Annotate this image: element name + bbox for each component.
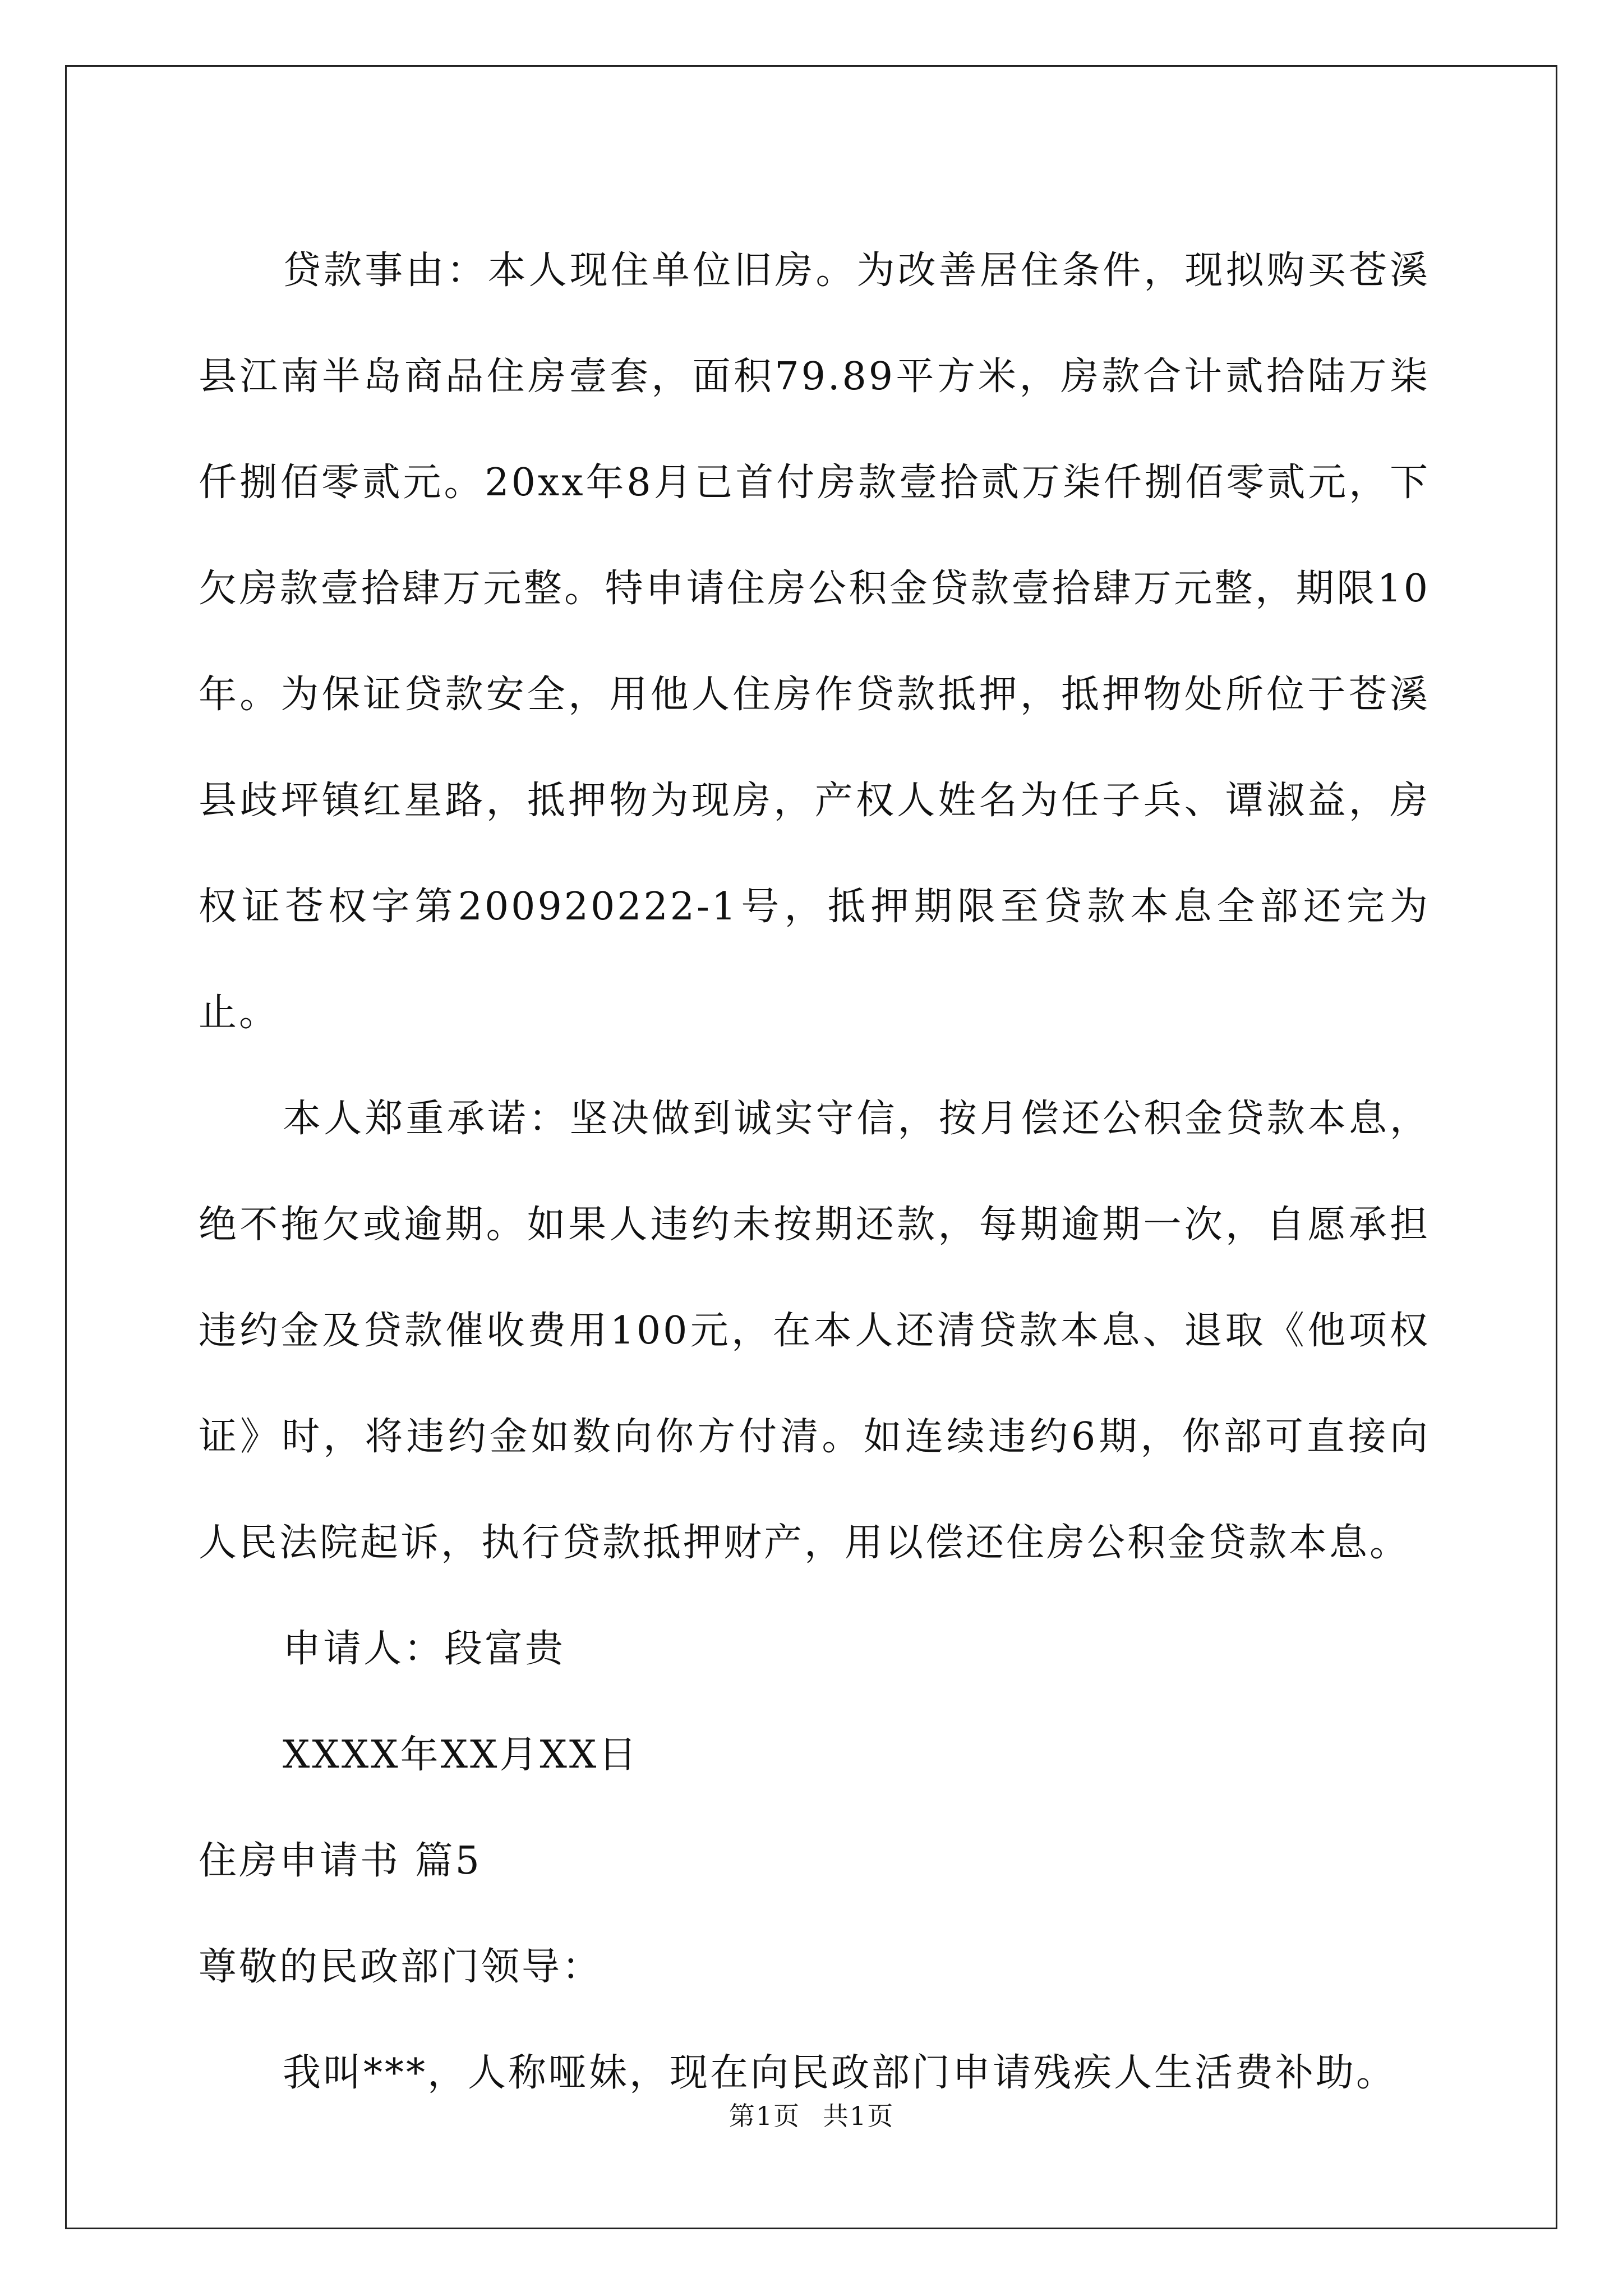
paragraph-intro: 我叫***，人称哑妹，现在向民政部门申请残疾人生活费补助。 — [283, 2051, 1397, 2095]
paragraph-loan-reason: 贷款事由：本人现住单位旧房。为改善居住条件，现拟购买苍溪县江南半岛商品住房壹套，面积79.89平方米，房款合计贰拾陆万柒仟捌佰零贰元。20xx年8月已首付房款壹拾贰万柒仟捌佰零贰元，下欠房款壹拾肆万元整。特申请住房公积金贷款壹拾肆万元整，期限10年。为保证贷款安全，用他人住房作贷款抵押，抵押物处所位于苍溪县歧坪镇红星路，抵押物为现房，产权人姓名为任子兵、谭淑益，房权证苍权字第200920222-1号，抵押期限至贷款本息全部还完为止。 — [199, 249, 1431, 1035]
applicant-name: 申请人：段富贵 — [283, 1627, 566, 1671]
section-heading: 住房申请书 篇5 — [199, 1839, 482, 1883]
document-body — [199, 218, 1430, 2126]
salutation: 尊敬的民政部门领导： — [199, 1945, 603, 1989]
paragraph-commitment: 本人郑重承诺：坚决做到诚实守信，按月偿还公积金贷款本息，绝不拖欠或逾期。如果人违约未按期还款，每期逾期一次，自愿承担违约金及贷款催收费用100元，在本人还清贷款本息、退取《他项权证》时，将违约金如数向你方付清。如连续违约6期，你部可直接向人民法院起诉，执行贷款抵押财产，用以偿还住房公积金贷款本息。 — [199, 1097, 1430, 1565]
page-number-total: 共1页 — [823, 2101, 895, 2131]
page-number-current: 第1页 — [728, 2101, 800, 2131]
application-date: XXXX年XX月XX日 — [283, 1733, 639, 1777]
page-footer — [0, 2099, 1623, 2133]
